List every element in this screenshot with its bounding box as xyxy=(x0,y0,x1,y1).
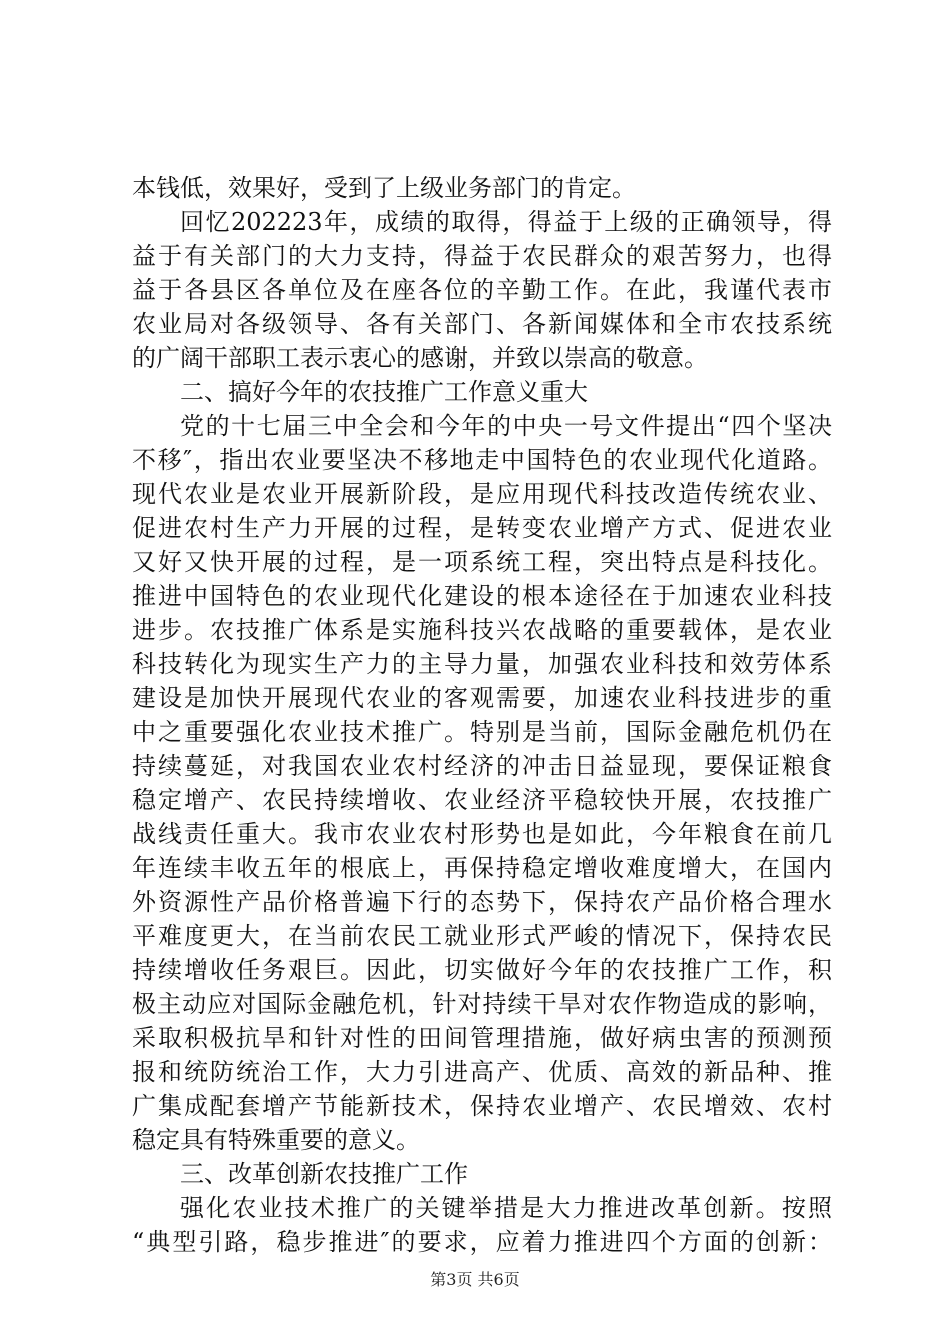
text-line: 农业局对各级领导、各有关部门、各新闻媒体和全市农技系统 xyxy=(132,310,832,338)
text-line: 的广阔干部职工表示衷心的感谢，并致以崇高的敬意。 xyxy=(132,344,708,372)
text-line: 科技转化为现实生产力的主导力量，加强农业科技和效劳体系 xyxy=(132,650,832,678)
text-line: 持续增收任务艰巨。因此，切实做好今年的农技推广工作，积 xyxy=(132,956,832,984)
text-line: 益于有关部门的大力支持，得益于农民群众的艰苦努力，也得 xyxy=(132,242,832,270)
text-line: 外资源性产品价格普遍下行的态势下，保持农产品价格合理水 xyxy=(132,888,832,916)
text-line: 极主动应对国际金融危机，针对持续干旱对农作物造成的影响， xyxy=(132,990,832,1018)
text-line: 中之重要强化农业技术推广。特别是当前，国际金融危机仍在 xyxy=(132,718,832,746)
text-line: 益于各县区各单位及在座各位的辛勤工作。在此，我谨代表市 xyxy=(132,276,832,304)
text-line: 进步。农技推广体系是实施科技兴农战略的重要载体，是农业 xyxy=(132,616,832,644)
text-line: 稳定增产、农民持续增收、农业经济平稳较快开展，农技推广 xyxy=(132,786,832,814)
text-line: 促进农村生产力开展的过程，是转变农业增产方式、促进农业 xyxy=(132,514,832,542)
page-number: 第3页 共6页 xyxy=(430,1270,520,1289)
text-line: 采取积极抗旱和针对性的田间管理措施，做好病虫害的预测预 xyxy=(132,1024,832,1052)
text-line: 现代农业是农业开展新阶段，是应用现代科技改造传统农业、 xyxy=(132,480,832,508)
text-line: 又好又快开展的过程，是一项系统工程，突出特点是科技化。 xyxy=(132,548,832,576)
text-line: “典型引路，稳步推进″的要求，应着力推进四个方面的创新： xyxy=(132,1228,832,1256)
text-line: 本钱低，效果好，受到了上级业务部门的肯定。 xyxy=(132,174,636,202)
text-line: 持续蔓延，对我国农业农村经济的冲击日益显现，要保证粮食 xyxy=(132,752,832,780)
text-line: 稳定具有特殊重要的意义。 xyxy=(132,1126,420,1154)
text-line: 党的十七届三中全会和今年的中央一号文件提出“四个坚决 xyxy=(180,412,832,440)
text-line: 平难度更大，在当前农民工就业形式严峻的情况下，保持农民 xyxy=(132,922,832,950)
section-heading: 二、搞好今年的农技推广工作意义重大 xyxy=(180,378,588,406)
text-line: 战线责任重大。我市农业农村形势也是如此，今年粮食在前几 xyxy=(132,820,832,848)
text-line: 报和统防统治工作，大力引进高产、优质、高效的新品种、推 xyxy=(132,1058,832,1086)
section-heading: 三、改革创新农技推广工作 xyxy=(180,1160,468,1188)
text-line: 回忆202223年，成绩的取得，得益于上级的正确领导，得 xyxy=(180,208,832,236)
text-line: 广集成配套增产节能新技术，保持农业增产、农民增效、农村 xyxy=(132,1092,832,1120)
text-line: 强化农业技术推广的关键举措是大力推进改革创新。按照 xyxy=(180,1194,832,1222)
text-line: 不移″，指出农业要坚决不移地走中国特色的农业现代化道路。 xyxy=(132,446,832,474)
text-line: 建设是加快开展现代农业的客观需要，加速农业科技进步的重 xyxy=(132,684,832,712)
text-line: 推进中国特色的农业现代化建设的根本途径在于加速农业科技 xyxy=(132,582,832,610)
text-line: 年连续丰收五年的根底上，再保持稳定增收难度增大，在国内 xyxy=(132,854,832,882)
